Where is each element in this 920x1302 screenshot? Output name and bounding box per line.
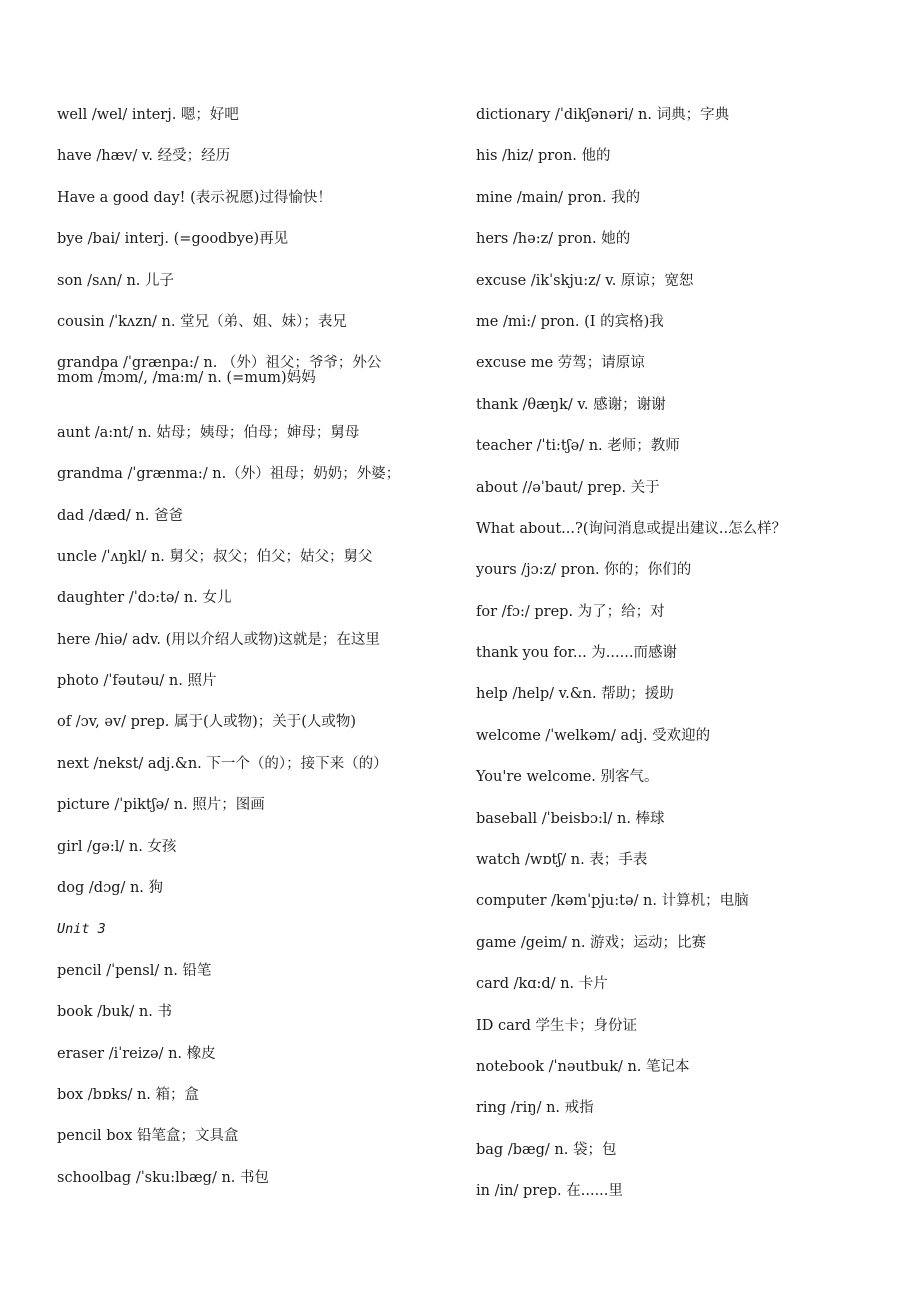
- vocab-entry-watch: watch /wɒtʃ/ n. 表；手表: [476, 852, 648, 869]
- vocab-entry-eraser: eraser /iˈreizə/ n. 橡皮: [57, 1045, 216, 1062]
- vocab-entry-dictionary: dictionary /ˈdikʃənəri/ n. 词典；字典: [476, 107, 730, 123]
- vocab-entry-about: about //əˈbaut/ prep. 关于: [476, 479, 660, 496]
- vocab-entry-pencil-box: pencil box 铅笔盒；文具盒: [57, 1128, 239, 1145]
- vocab-entry-cousin: cousin /ˈkʌzn/ n. 堂兄（弟、姐、妹）；表兄: [57, 313, 347, 330]
- vocab-entry-baseball: baseball /ˈbeisbɔ:l/ n. 棒球: [476, 810, 665, 827]
- vocab-entry-girl: girl /gə:l/ n. 女孩: [57, 838, 177, 855]
- vocab-entry-for: for /fɔ:/ prep. 为了；给；对: [476, 603, 665, 620]
- vocab-entry-box: box /bɒks/ n. 箱；盒: [57, 1086, 200, 1103]
- vocab-entry-card: card /kɑ:d/ n. 卡片: [476, 976, 608, 993]
- right-column: [476, 95, 906, 1213]
- vocab-entry-excuse-me: excuse me 劳驾；请原谅: [476, 355, 645, 372]
- vocab-entry-schoolbag: schoolbag /ˈsku:lbæg/ n. 书包: [57, 1169, 270, 1186]
- vocab-entry-bye: bye /bai/ interj. (=goodbye)再见: [57, 231, 289, 248]
- vocab-entry-game: game /geim/ n. 游戏；运动；比赛: [476, 934, 707, 951]
- vocab-entry-picture: picture /ˈpiktʃə/ n. 照片；图画: [57, 797, 265, 814]
- vocab-entry-mine: mine /main/ pron. 我的: [476, 189, 641, 206]
- vocab-entry-son: son /sʌn/ n. 儿子: [57, 272, 175, 289]
- vocab-entry-uncle: uncle /ˈʌŋkl/ n. 舅父；叔父；伯父；姑父；舅父: [57, 548, 373, 565]
- vocab-entry-excuse: excuse /ikˈskju:z/ v. 原谅；宽恕: [476, 272, 694, 289]
- vocab-entry-have-a-good-day: Have a good day! (表示祝愿)过得愉快！: [57, 189, 332, 206]
- vocab-entry-of: of /ɔv, əv/ prep. 属于(人或物)；关于(人或物): [57, 714, 357, 731]
- vocab-entry-daughter: daughter /ˈdɔ:tə/ n. 女儿: [57, 590, 232, 607]
- vocab-entry-id-card: ID card 学生卡；身份证: [476, 1017, 638, 1034]
- vocab-entry-bag: bag /bæg/ n. 袋；包: [476, 1141, 617, 1158]
- vocab-entry-what-about: What about...?(询问消息或提出建议..怎么样？: [476, 520, 787, 537]
- vocab-entry-grandpa: grandpa /ˈgrænpa:/ n. （外）祖父；爷爷；外公: [57, 355, 382, 372]
- vocab-entry-teacher: teacher /ˈti:tʃə/ n. 老师；教师: [476, 438, 680, 455]
- vocab-entry-pencil: pencil /ˈpensl/ n. 铅笔: [57, 962, 212, 979]
- left-column: [57, 95, 457, 1199]
- vocab-entry-youre-welcome: You're welcome. 别客气。: [476, 769, 659, 786]
- vocab-entry-here: here /hiə/ adv. (用以介绍人或物)这就是；在这里: [57, 631, 380, 648]
- vocab-entry-his: his /hiz/ pron. 他的: [476, 148, 611, 165]
- vocab-entry-dog: dog /dɔg/ n. 狗: [57, 880, 164, 897]
- vocab-entry-notebook: notebook /ˈnəutbuk/ n. 笔记本: [476, 1058, 690, 1075]
- vocab-entry-photo: photo /ˈfəutəu/ n. 照片: [57, 673, 217, 690]
- vocab-entry-yours: yours /jɔ:z/ pron. 你的；你们的: [476, 562, 692, 579]
- vocab-entry-have: have /hæv/ v. 经受；经历: [57, 148, 231, 165]
- vocab-entry-computer: computer /kəmˈpju:tə/ n. 计算机；电脑: [476, 893, 749, 910]
- vocab-entry-welcome: welcome /ˈwelkəm/ adj. 受欢迎的: [476, 727, 711, 744]
- vocab-entry-me: me /mi:/ pron. (I 的宾格)我: [476, 313, 664, 330]
- vocab-entry-in: in /in/ prep. 在......里: [476, 1183, 623, 1200]
- vocab-entry-aunt: aunt /a:nt/ n. 姑母；姨母；伯母；婶母；舅母: [57, 424, 360, 441]
- unit-heading: Unit 3: [57, 921, 106, 938]
- vocab-entry-ring: ring /riŋ/ n. 戒指: [476, 1100, 594, 1117]
- vocab-entry-mom: mom /mɔm/, /ma:m/ n. (=mum)妈妈: [57, 370, 316, 387]
- vocab-entry-thank-you-for: thank you for... 为......而感谢: [476, 645, 677, 662]
- vocab-entry-next: next /nekst/ adj.&n. 下一个（的）；接下来（的）: [57, 755, 388, 772]
- vocab-entry-grandma: grandma /ˈgrænma:/ n.（外）祖母；奶奶；外婆；: [57, 466, 401, 483]
- vocab-entry-well: well /wel/ interj. 嗯；好吧: [57, 107, 239, 123]
- vocab-entry-thank: thank /θæŋk/ v. 感谢；谢谢: [476, 396, 666, 413]
- vocab-entry-dad: dad /dæd/ n. 爸爸: [57, 507, 183, 524]
- vocab-entry-book: book /buk/ n. 书: [57, 1004, 172, 1021]
- vocab-entry-help: help /help/ v.&n. 帮助；援助: [476, 686, 674, 703]
- vocab-entry-hers: hers /hə:z/ pron. 她的: [476, 231, 631, 248]
